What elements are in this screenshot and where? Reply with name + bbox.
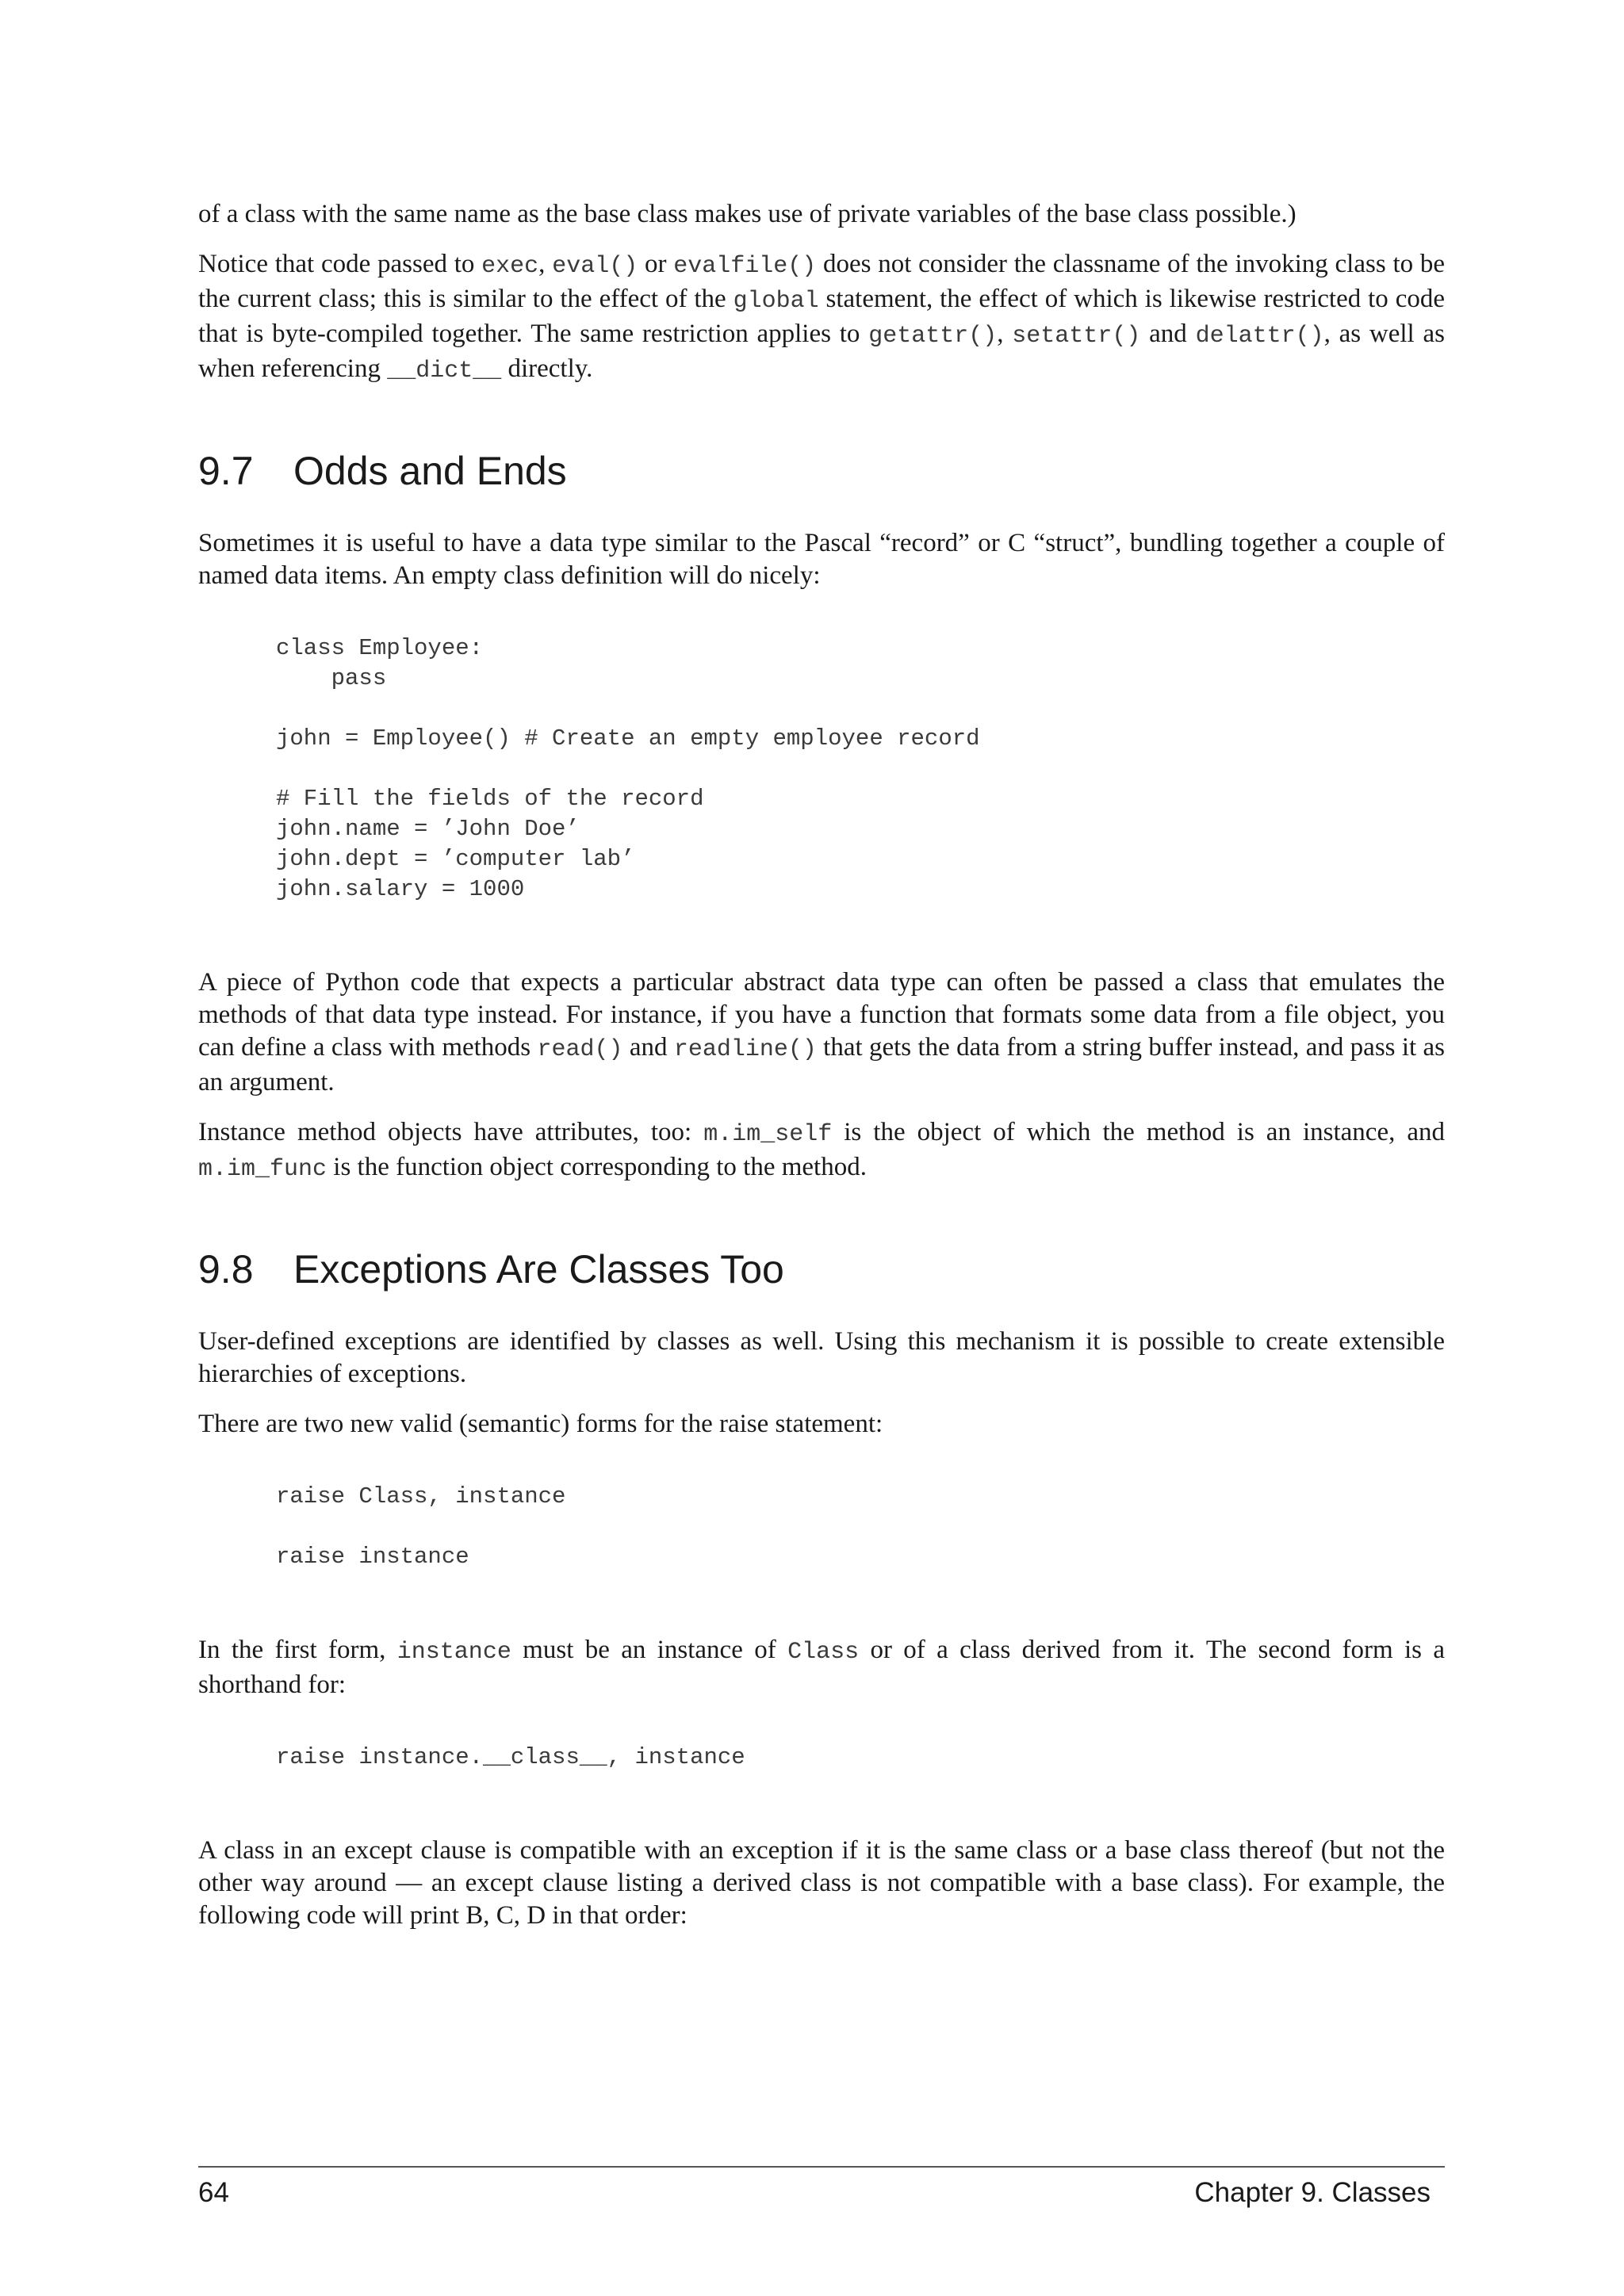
section-title: Exceptions Are Classes Too <box>293 1247 784 1292</box>
code-setattr: setattr() <box>1012 323 1141 350</box>
code-im-self: m.im_self <box>703 1121 833 1148</box>
page-number: 64 <box>198 2177 229 2208</box>
text-run: is the object of which the method is an instance, and <box>832 1118 1446 1146</box>
text-run: Notice that code passed to <box>198 250 482 278</box>
text-run: or <box>638 250 674 278</box>
code-block-raise-shorthand: raise instance.__class__, instance <box>276 1744 745 1770</box>
paragraph-except-clause: A class in an except clause is compatible with an exception if it is the same class or a base class thereof (but not the other way around — an except clause listing a derived class is not compatible with a base class). For example, the following code will print B, C, D in that order: <box>198 1836 1445 1930</box>
code-dict: __dict__ <box>387 358 502 385</box>
paragraph-private-variables: of a class with the same name as the base class makes use of private variables of the base class possible.) <box>198 200 1297 228</box>
text-run: statement, the effect of which is likewise restricted to code that is byte-compiled together. The same restriction applies to <box>198 285 1445 348</box>
section-heading-9-8 <box>198 1246 1445 1292</box>
text-run: and <box>622 1033 674 1062</box>
text-run: , as well as when referencing <box>198 320 1446 383</box>
text-run: must be an instance of <box>511 1636 788 1664</box>
paragraph-abstract-data-type <box>198 966 1445 1099</box>
section-number: 9.7 <box>198 449 254 493</box>
text-run: , <box>997 320 1013 348</box>
running-footer-chapter: Chapter 9. Classes <box>1194 2177 1431 2208</box>
code-readline: readline() <box>673 1036 817 1063</box>
text-run: is the function object corresponding to the method. <box>327 1153 867 1181</box>
code-eval: eval() <box>552 253 638 280</box>
code-read: read() <box>537 1036 623 1063</box>
code-delattr: delattr() <box>1195 323 1324 350</box>
code-instance: instance <box>396 1639 511 1666</box>
code-block-employee: class Employee: pass john = Employee() # Create an empty employee record # Fill the fields of the record john.name = ’John Doe’ john.dept = ’computer lab’ john.salary = 1000 <box>276 635 980 902</box>
section-title: Odds and Ends <box>293 449 567 493</box>
text-run: A piece of Python code that expects a particular abstract data type can often be passed a class that emulates the methods of that data type instead. For instance, if you have a function that formats some data from a file object, you can define a class with methods <box>198 968 1445 1062</box>
page-content <box>198 198 1445 1950</box>
section-number: 9.8 <box>198 1247 254 1292</box>
paragraph-method-attributes <box>198 1116 1445 1186</box>
code-block-raise-forms: raise Class, instance raise instance <box>276 1483 566 1570</box>
footer-rule <box>198 2166 1445 2168</box>
code-im-func: m.im_func <box>198 1156 327 1183</box>
paragraph-user-defined-exceptions: User-defined exceptions are identified by classes as well. Using this mechanism it is possible to create extensible hierarchies of exceptions. <box>198 1327 1445 1388</box>
code-getattr: getattr() <box>868 323 998 350</box>
text-run: that gets the data from a string buffer instead, and pass it as an argument. <box>198 1033 1445 1096</box>
code-evalfile: evalfile() <box>673 253 817 280</box>
paragraph-exec-eval-notice <box>198 248 1445 388</box>
text-run: , <box>538 250 553 278</box>
text-run: directly. <box>501 354 593 383</box>
text-run: and <box>1140 320 1196 348</box>
section-heading-9-7 <box>198 448 1445 494</box>
text-run: or of a class derived from it. The second form is a shorthand for: <box>198 1636 1446 1699</box>
text-run: In the first form, <box>198 1636 397 1664</box>
code-class: Class <box>787 1639 860 1666</box>
paragraph-first-form <box>198 1634 1445 1701</box>
text-run: does not consider the classname of the invoking class to be the current class; this is similar to the effect of the <box>198 250 1446 313</box>
paragraph-raise-forms: There are two new valid (semantic) forms for the raise statement: <box>198 1410 883 1438</box>
code-exec: exec <box>481 253 539 280</box>
text-run: Instance method objects have attributes, too: <box>198 1118 704 1146</box>
code-global: global <box>733 288 819 315</box>
paragraph-record-struct: Sometimes it is useful to have a data type similar to the Pascal “record” or C “struct”, bundling together a couple of named data items. An empty class definition will do nicely: <box>198 529 1445 590</box>
